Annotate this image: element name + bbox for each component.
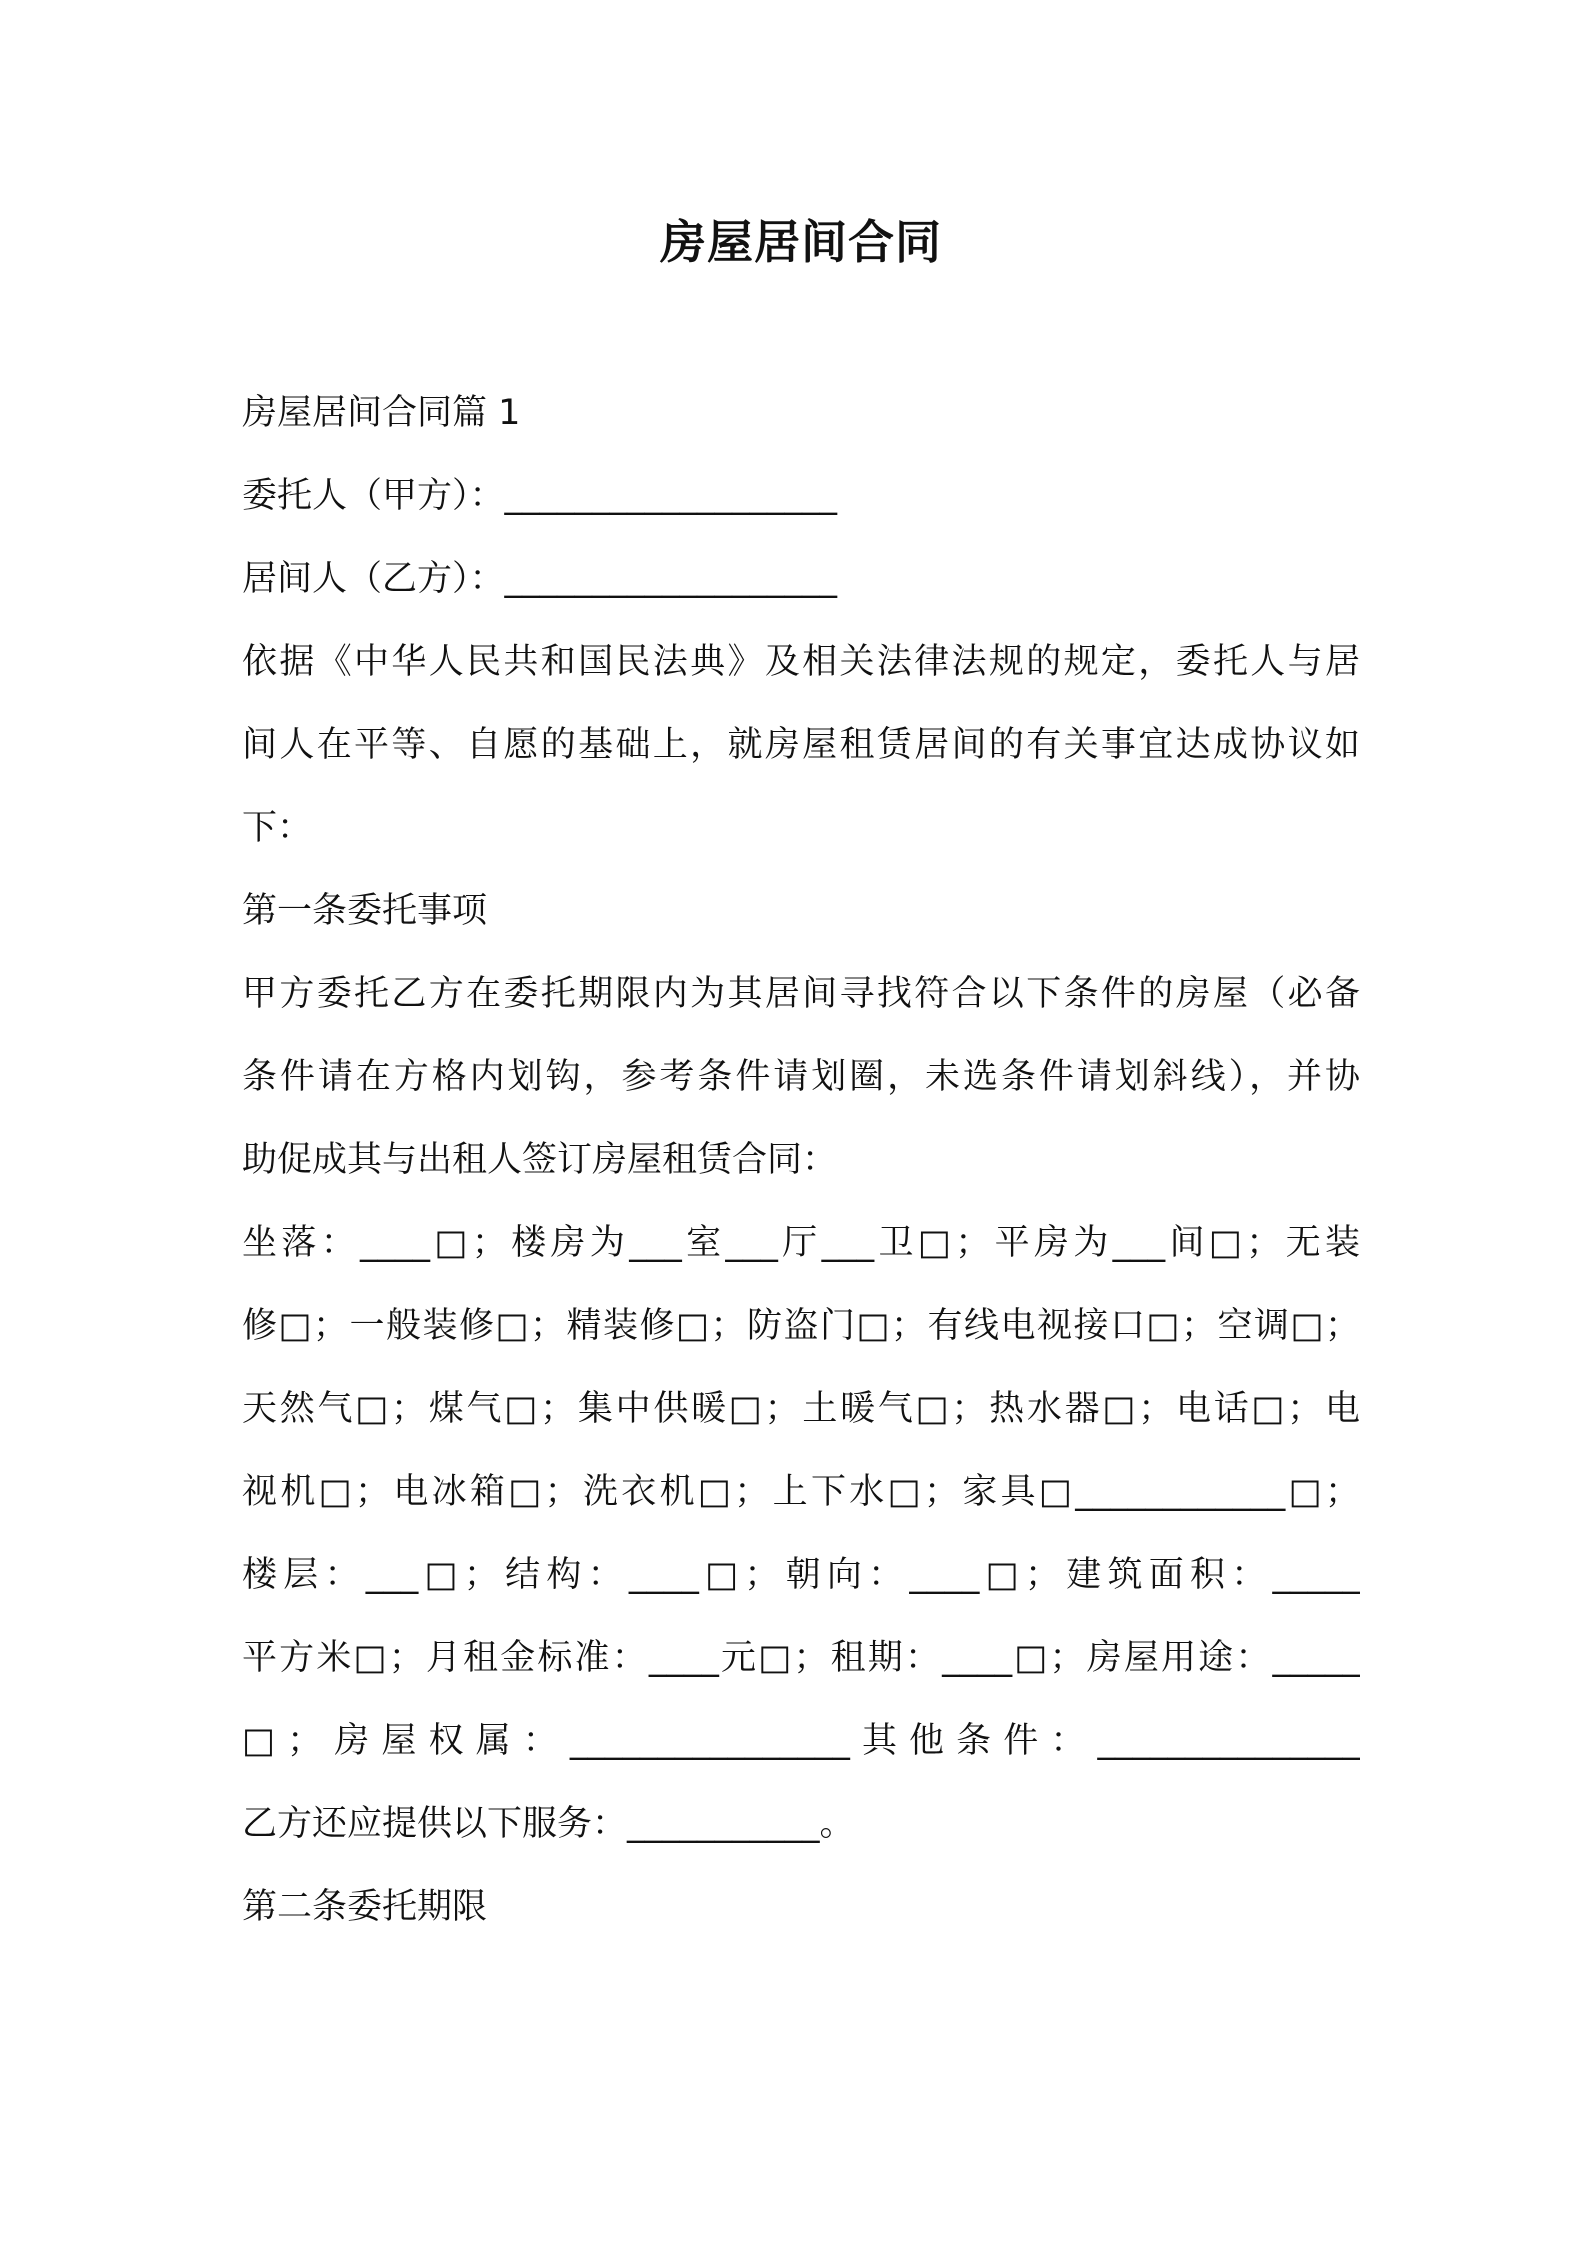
- article-heading: 第二条委托期限: [242, 1887, 488, 1927]
- body-line: 下：: [242, 808, 313, 848]
- condition-line: □；房屋权属：________________其他条件：_______________: [242, 1721, 1360, 1761]
- article-heading: 第一条委托事项: [242, 891, 488, 931]
- condition-line: 坐落：____□；楼房为___室___厅___卫□；平房为___间□；无装: [242, 1223, 1360, 1263]
- body-line: 条件请在方格内划钩，参考条件请划圈，未选条件请划斜线），并协: [242, 1057, 1360, 1097]
- condition-line: 视机□；电冰箱□；洗衣机□；上下水□；家具□____________□；: [242, 1472, 1360, 1512]
- section-heading: 房屋居间合同篇 1: [242, 393, 521, 433]
- service-line: 乙方还应提供以下服务：___________。: [242, 1804, 855, 1844]
- body-line: 助促成其与出租人签订房屋租赁合同：: [242, 1140, 838, 1180]
- body-line: 依据《中华人民共和国民法典》及相关法律法规的规定，委托人与居: [242, 642, 1360, 682]
- client-party-line: 委托人（甲方）：___________________: [242, 476, 838, 516]
- intermediary-party-line: 居间人（乙方）：___________________: [242, 559, 838, 599]
- condition-line: 楼层：___□；结构：____□；朝向：____□；建筑面积：_____: [242, 1555, 1360, 1595]
- condition-line: 天然气□；煤气□；集中供暖□；土暖气□；热水器□；电话□；电: [242, 1389, 1360, 1429]
- document-title: 房屋居间合同: [660, 215, 942, 269]
- condition-line: 修□；一般装修□；精装修□；防盗门□；有线电视接口□；空调□；: [242, 1306, 1360, 1346]
- body-line: 间人在平等、自愿的基础上，就房屋租赁居间的有关事宜达成协议如: [242, 725, 1360, 765]
- body-line: 甲方委托乙方在委托期限内为其居间寻找符合以下条件的房屋（必备: [242, 974, 1360, 1014]
- condition-line: 平方米□；月租金标准：____元□；租期：____□；房屋用途：_____: [242, 1638, 1360, 1678]
